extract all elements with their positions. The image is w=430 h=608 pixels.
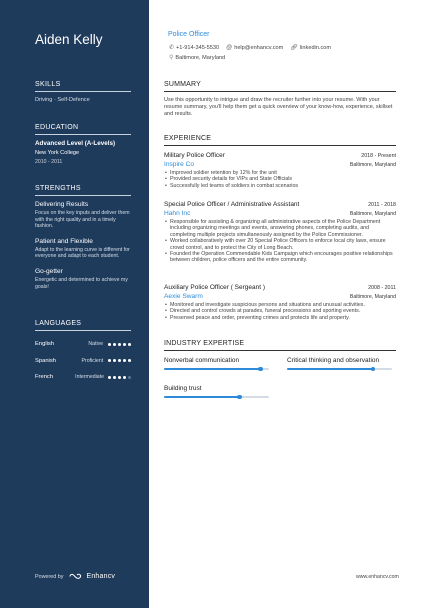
enhancv-logo[interactable] (69, 573, 115, 580)
rating-dot-filled (118, 359, 121, 362)
job-bullets (164, 170, 396, 189)
education-heading: EDUCATION (35, 124, 131, 135)
expertise-bar-fill (287, 368, 373, 370)
job-role-title: Police Officer (168, 31, 210, 38)
expertise-label: Critical thinking and observation (287, 357, 380, 364)
phone-item[interactable] (169, 44, 219, 51)
skills-list: Driving · Self-Defence (35, 97, 90, 103)
sidebar (0, 0, 149, 608)
expertise-bar-knob (371, 367, 375, 371)
strength-item (35, 238, 131, 260)
job-bullets (164, 219, 396, 264)
rating-dot-filled (113, 343, 116, 346)
job-bullet: • Improved soldier retention by 12% for the unit (164, 170, 396, 176)
job-title: Auxiliary Police Officer ( Sergeant ) (164, 284, 266, 291)
rating-dot-filled (108, 343, 111, 346)
language-name: English (35, 341, 55, 348)
job-company[interactable]: Inspire Co (164, 161, 195, 168)
education-section (35, 124, 131, 165)
enhancv-brand: Enhancv (86, 573, 116, 580)
job-company[interactable]: Hahn Inc (164, 210, 191, 217)
at-icon: @ (226, 44, 233, 51)
strength-desc: Energetic and determined to achieve my goals! (35, 276, 128, 290)
expertise-item (164, 357, 269, 370)
location-pin-icon: ⚲ (169, 55, 174, 61)
rating-dot-filled (108, 376, 111, 379)
phone-icon: ✆ (169, 45, 175, 51)
job-location: Baltimore, Maryland (349, 294, 396, 300)
job-bullet: • Monitored and investigate suspicious persons and situations and unusual activities. (164, 302, 396, 308)
candidate-name: Aiden Kelly (35, 32, 103, 47)
job-entry (164, 284, 396, 321)
language-row (35, 353, 131, 370)
summary-heading: SUMMARY (164, 81, 396, 92)
expertise-item (287, 357, 392, 370)
job-dates: 2008 - 2011 (368, 285, 396, 291)
powered-by (35, 573, 115, 580)
powered-by-label: Powered by (35, 573, 64, 580)
expertise-bar-knob (237, 395, 241, 399)
contact-row (169, 44, 338, 51)
education-dates: 2010 - 2011 (35, 159, 63, 165)
language-level: Intermediate (75, 374, 104, 381)
language-name: Spanish (35, 357, 56, 364)
job-entry (164, 201, 396, 264)
expertise-label: Nonverbal communication (164, 357, 240, 364)
expertise-label: Building trust (164, 385, 202, 392)
email-text: help@enhancv.com (234, 44, 284, 51)
enhancv-logo-icon (69, 573, 83, 580)
linkedin-text: linkedin.com (299, 44, 332, 51)
footer-url[interactable]: www.enhancv.com (356, 574, 399, 580)
job-bullet: • Provided security details for VIPs and State Officials (164, 176, 396, 182)
language-rating-dots (108, 343, 131, 346)
expertise-bar-fill (164, 368, 261, 370)
expertise-item (164, 385, 269, 398)
location-text: Baltimore, Maryland (175, 54, 226, 61)
skills-section (35, 81, 131, 104)
strengths-section (35, 185, 131, 298)
rating-dot-empty (128, 376, 131, 379)
languages-section (35, 320, 131, 386)
job-company[interactable]: Aexie Swarm (164, 293, 203, 300)
education-degree: Advanced Level (A-Levels) (35, 140, 116, 147)
rating-dot-filled (123, 376, 126, 379)
languages-heading: LANGUAGES (35, 320, 131, 331)
email-item[interactable] (226, 45, 283, 51)
job-bullet: • Directed and control crowds at parades, funeral processions and sporting events. (164, 308, 396, 314)
job-bullet: • Successfully led teams of soldiers in combat scenarios (164, 183, 396, 189)
expertise-bar (287, 368, 392, 370)
link-icon: 🔗︎ (290, 45, 298, 51)
rating-dot-filled (108, 359, 111, 362)
job-dates: 2011 - 2018 (368, 202, 396, 208)
language-row (35, 369, 131, 386)
education-school: New York College (35, 150, 80, 156)
strength-title: Go-getter (35, 267, 63, 275)
strength-item (35, 201, 131, 230)
language-rating-dots (108, 376, 131, 379)
strength-desc: Focus on the key inputs and deliver them with the right quality and in a timely fashion. (35, 210, 130, 230)
language-name: French (35, 374, 54, 381)
rating-dot-filled (128, 343, 131, 346)
job-bullet: • Worked collaboratively with over 20 Special Police Officers to enforce local city laws, ensure crowd control, and to protect the City of Long Beach. (164, 238, 396, 251)
job-dates: 2018 - Present (361, 153, 396, 159)
language-row (35, 336, 131, 353)
strength-title: Delivering Results (35, 201, 89, 208)
rating-dot-filled (118, 376, 121, 379)
expertise-bar-fill (164, 396, 240, 398)
expertise-bar (164, 396, 269, 398)
rating-dot-filled (118, 343, 121, 346)
job-location: Baltimore, Maryland (349, 211, 396, 217)
job-bullet: • Responsible for assisting & organizing all administrative aspects of the Police Department including organizing meetings and events, answering phones, completing audits, and completing multiple projects simultaneously assigned by the Police Commissioner. (164, 219, 396, 238)
job-location: Baltimore, Maryland (349, 162, 396, 168)
rating-dot-filled (128, 359, 131, 362)
experience-heading: EXPERIENCE (164, 135, 396, 146)
job-title: Special Police Officer / Administrative Assistant (164, 201, 300, 208)
language-level: Proficient (81, 357, 104, 364)
job-entry (164, 152, 396, 189)
location-row (169, 54, 225, 61)
strength-item (35, 268, 131, 290)
rating-dot-filled (113, 359, 116, 362)
expertise-bar (164, 368, 269, 370)
language-rating-dots (108, 359, 131, 362)
strength-title: Patient and Flexible (35, 237, 93, 245)
job-title: Military Police Officer (164, 152, 225, 159)
language-level: Native (88, 341, 104, 348)
expertise-heading: INDUSTRY EXPERTISE (164, 340, 396, 351)
expertise-bar-knob (258, 367, 262, 371)
rating-dot-filled (123, 343, 126, 346)
job-bullet: • Preserved peace and order, preventing crimes and protects life and property. (164, 315, 396, 321)
rating-dot-filled (123, 359, 126, 362)
skills-heading: SKILLS (35, 81, 131, 92)
summary-text: Use this opportunity to intrigue and draw the recruiter further into your resume. With your resume summary, you'll help them get a quick overview of your know-how, experience, skillset and results. (164, 97, 393, 118)
job-bullet: • Founded the Operation Commendable Kids Campaign which encourages positive relationships between children, police officers and the entire community. (164, 251, 396, 264)
rating-dot-filled (113, 376, 116, 379)
strength-desc: Adapt to the learning curve is different for everyone and adapt to each student. (35, 246, 130, 260)
linkedin-item[interactable] (290, 44, 331, 51)
job-bullets (164, 302, 396, 321)
strengths-heading: STRENGTHS (35, 185, 131, 196)
phone-text: +1-914-345-5530 (176, 44, 220, 51)
